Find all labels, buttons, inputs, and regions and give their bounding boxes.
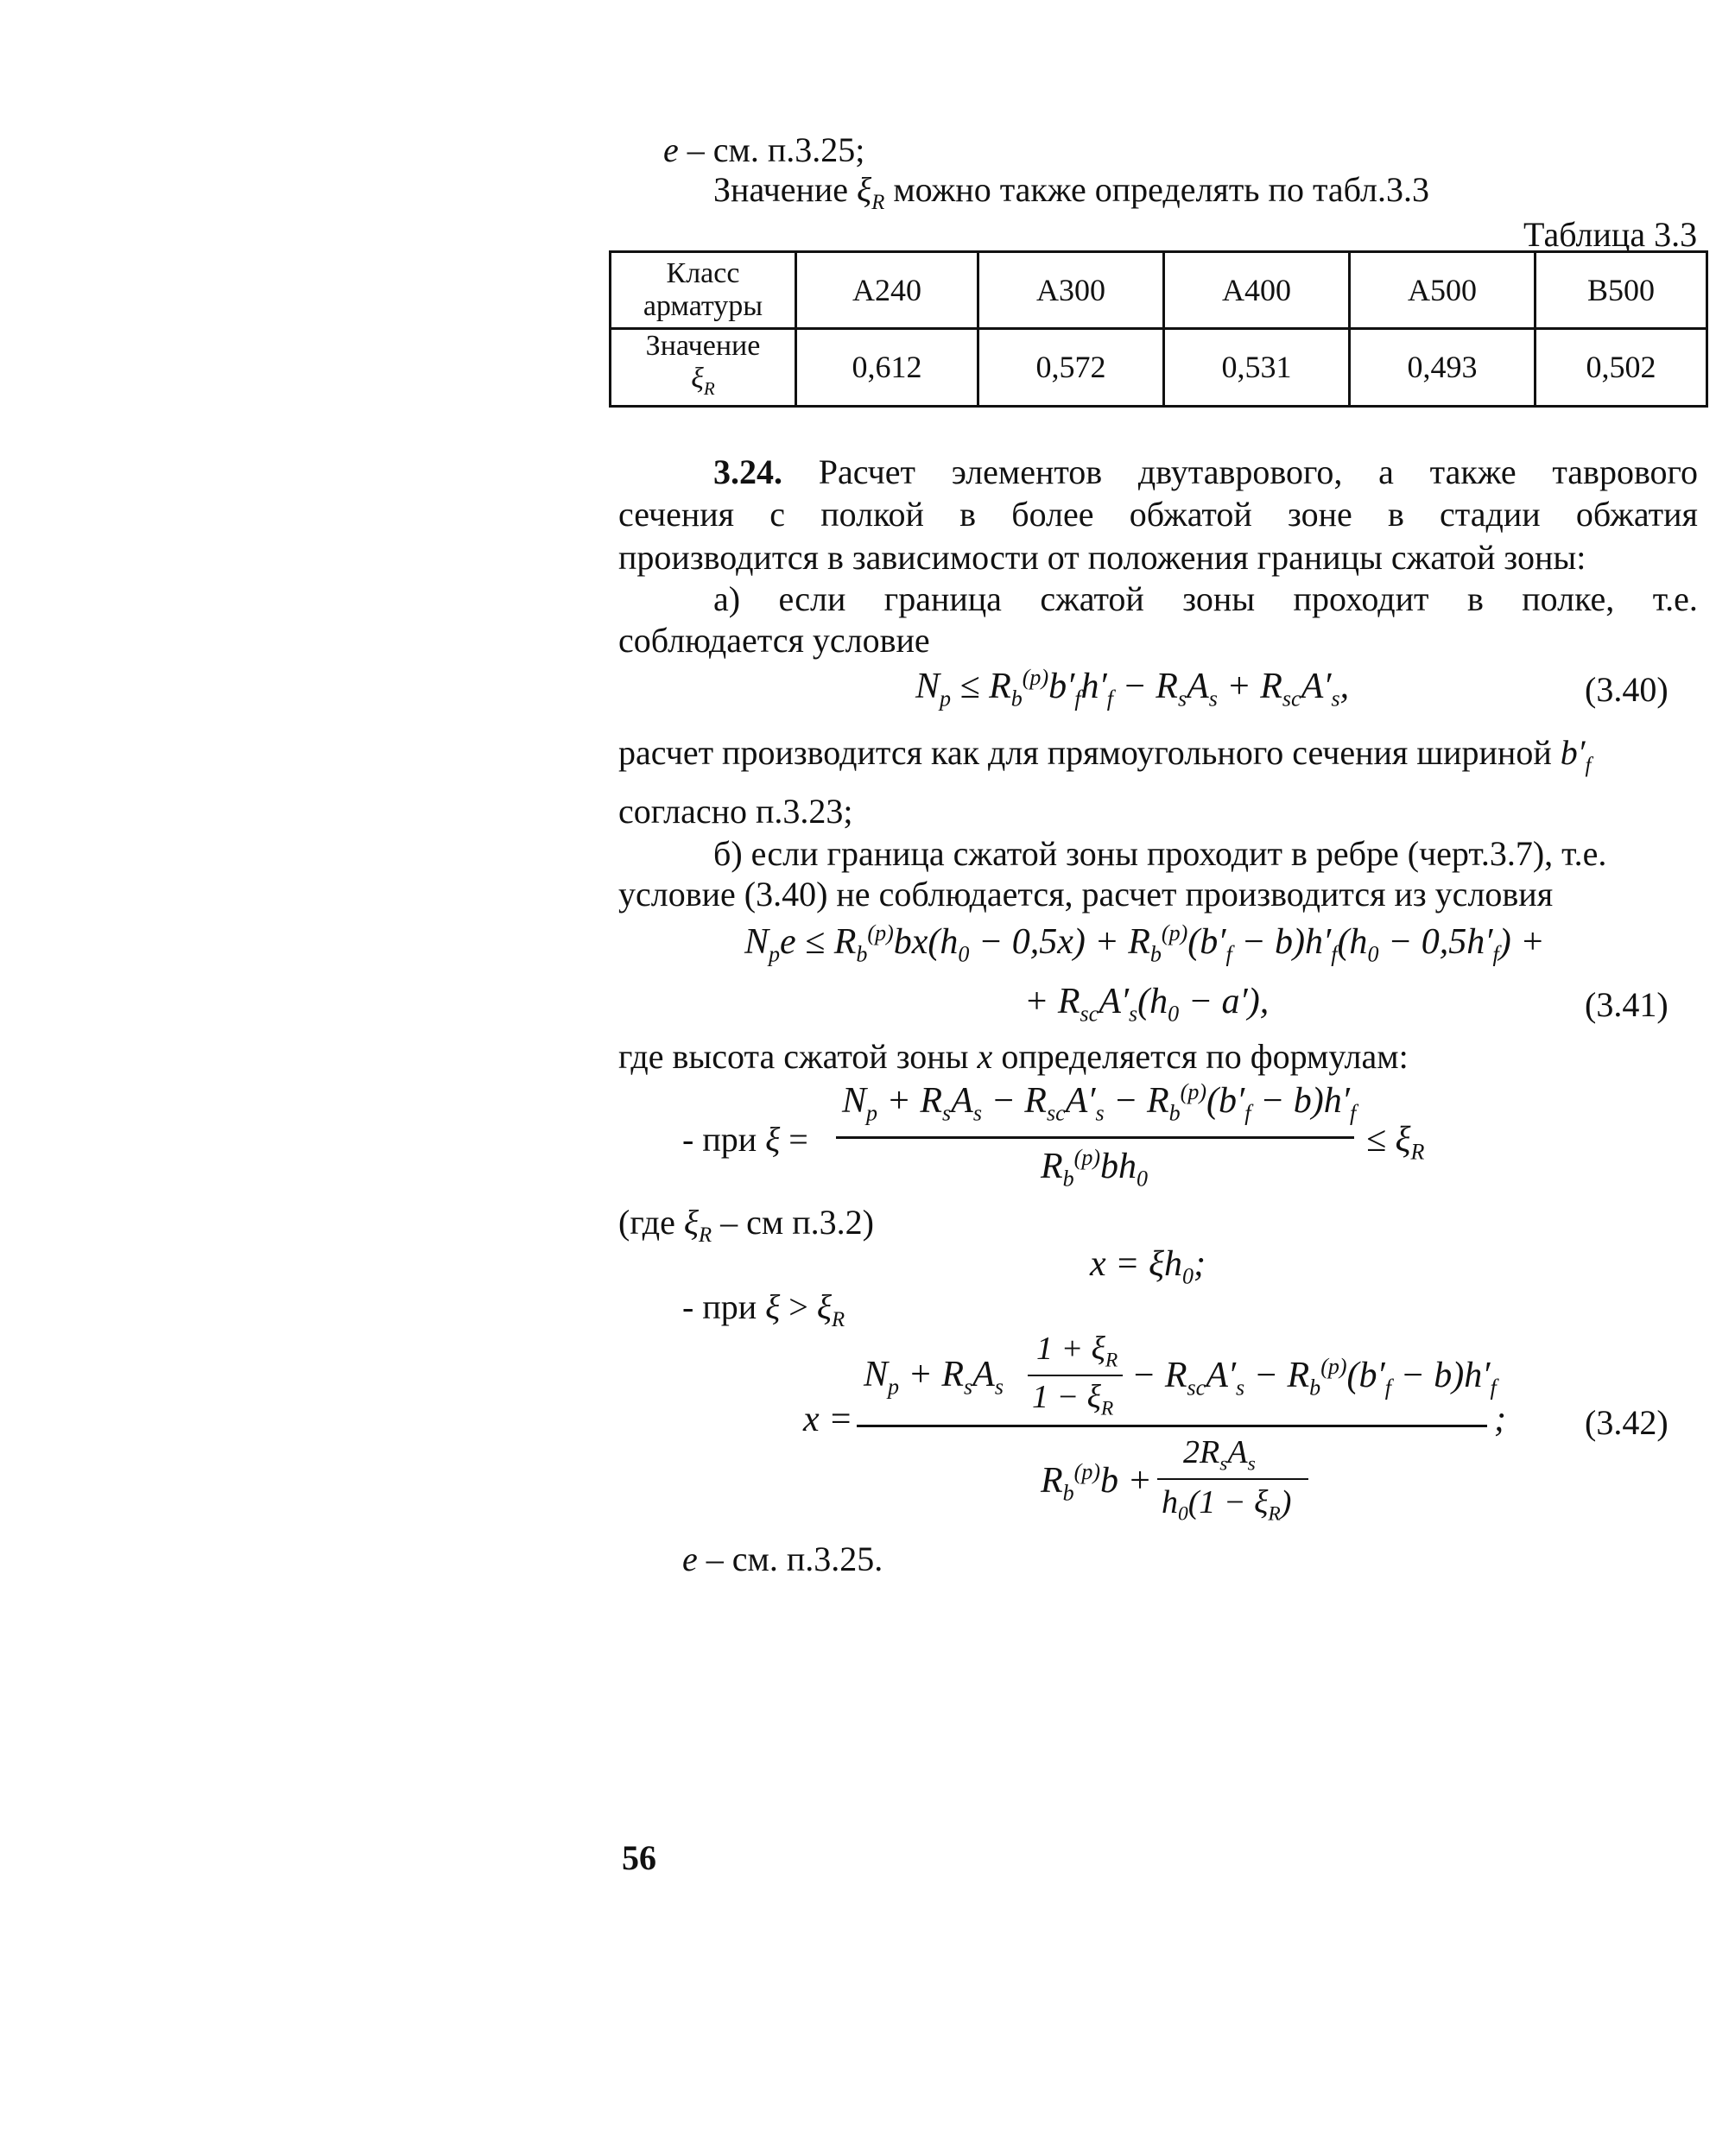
table-cell: 0,502 bbox=[1536, 329, 1707, 407]
table-cell: A400 bbox=[1164, 252, 1350, 329]
xi-denominator: $R_b^{(p)}bh_0$ bbox=[1041, 1145, 1149, 1192]
x-equals-xi-h0: $x = \xi h_0$; bbox=[1090, 1244, 1206, 1289]
page-number: 56 bbox=[622, 1838, 656, 1877]
case-label: - при ξ = bbox=[682, 1120, 808, 1159]
table-cell: 0,493 bbox=[1350, 329, 1536, 407]
fraction-bar bbox=[836, 1136, 1354, 1139]
e-reference-bottom: e – см. п.3.25. bbox=[682, 1540, 883, 1578]
case-label: - при $\xi > \xi_R$ bbox=[682, 1287, 845, 1331]
formula-3-40: $N_p \le R_b^{(p)}b'_fh'_f - R_sA_s + R_{sc}A'_s$, bbox=[915, 665, 1350, 711]
paragraph-line: соблюдается условие bbox=[618, 621, 930, 660]
table-header-class: Класс арматуры bbox=[611, 252, 796, 329]
xi-table-note: Значение $\xi_R$ можно также определять по табл.3.3 bbox=[713, 170, 1429, 214]
paragraph-line: б) если граница сжатой зоны проходит в ребре (черт.3.7), т.е. bbox=[713, 834, 1607, 873]
table-cell: A500 bbox=[1350, 252, 1536, 329]
x-numerator-left: $N_p + R_sA_s$ bbox=[864, 1355, 1004, 1400]
x-label: x = bbox=[803, 1400, 853, 1439]
table-cell: 0,531 bbox=[1164, 329, 1350, 407]
fraction-bar bbox=[1028, 1375, 1123, 1376]
table-cell: 0,572 bbox=[978, 329, 1164, 407]
paragraph-line: а) если граница сжатой зоны проходит в полке, т.е. bbox=[713, 579, 1698, 618]
paragraph-line: (где $\xi_R$ – см п.3.2) bbox=[618, 1203, 874, 1247]
table-row bbox=[611, 252, 1707, 329]
small-frac-den: $1 - \xi_R$ bbox=[1032, 1379, 1114, 1420]
xi-bound: ≤ $\xi_R$ bbox=[1366, 1120, 1425, 1165]
semicolon: ; bbox=[1494, 1400, 1506, 1439]
paragraph-line: где высота сжатой зоны x определяется по формулам: bbox=[618, 1037, 1409, 1076]
paragraph-line: сечения с полкой в более обжатой зоне в стадии обжатия bbox=[618, 495, 1698, 534]
section-number: 3.24. bbox=[713, 452, 782, 491]
table-cell: A240 bbox=[796, 252, 978, 329]
table-title: Таблица 3.3 bbox=[1523, 215, 1698, 254]
table-cell: 0,612 bbox=[796, 329, 978, 407]
equation-number: (3.40) bbox=[1585, 670, 1669, 709]
paragraph-line: согласно п.3.23; bbox=[618, 792, 853, 831]
paragraph-line: расчет производится как для прямоугольного сечения шириной $b'_f$ bbox=[618, 733, 1592, 777]
den-frac-den: $h_0(1 - \xi_R)$ bbox=[1162, 1484, 1292, 1526]
fraction-bar bbox=[857, 1425, 1487, 1427]
table-cell: A300 bbox=[978, 252, 1164, 329]
x-numerator-right: − $R_{sc}A'_s - R_b^{(p)}(b'_f - b)h'_f$ bbox=[1131, 1354, 1497, 1400]
paragraph-line: 3.24. Расчет элементов двутаврового, а также таврового bbox=[713, 452, 1698, 491]
paragraph-line: условие (3.40) не соблюдается, расчет производится из условия bbox=[618, 875, 1554, 914]
x-denominator-left: $R_b^{(p)}b$ + bbox=[1041, 1459, 1152, 1506]
small-frac-num: $1 + \xi_R$ bbox=[1036, 1331, 1118, 1372]
den-frac-num: $2R_sA_s$ bbox=[1183, 1434, 1256, 1476]
fraction-bar bbox=[1157, 1478, 1308, 1480]
paragraph-line: производится в зависимости от положения границы сжатой зоны: bbox=[618, 538, 1586, 577]
table-header-value: Значение $\xi_R$ bbox=[611, 329, 796, 407]
table-row bbox=[611, 329, 1707, 407]
formula-3-41-line2: + $R_{sc}A'_s(h_0 - a')$, bbox=[1024, 982, 1270, 1027]
xi-numerator: $N_p + R_sA_s - R_{sc}A'_s - R_b^{(p)}(b'_f - b)h'_f$ bbox=[842, 1079, 1357, 1126]
xi-r-table bbox=[609, 250, 1708, 408]
e-reference-top: e – см. п.3.25; bbox=[663, 130, 865, 169]
formula-3-41-line1: $N_pe \le R_b^{(p)}bx(h_0 - 0,5x) + R_b^{(p)}(b'_f - b)h'_f(h_0 - 0,5h'_f)$ + bbox=[744, 920, 1545, 967]
table-cell: B500 bbox=[1536, 252, 1707, 329]
equation-number: (3.42) bbox=[1585, 1403, 1669, 1442]
equation-number: (3.41) bbox=[1585, 985, 1669, 1024]
